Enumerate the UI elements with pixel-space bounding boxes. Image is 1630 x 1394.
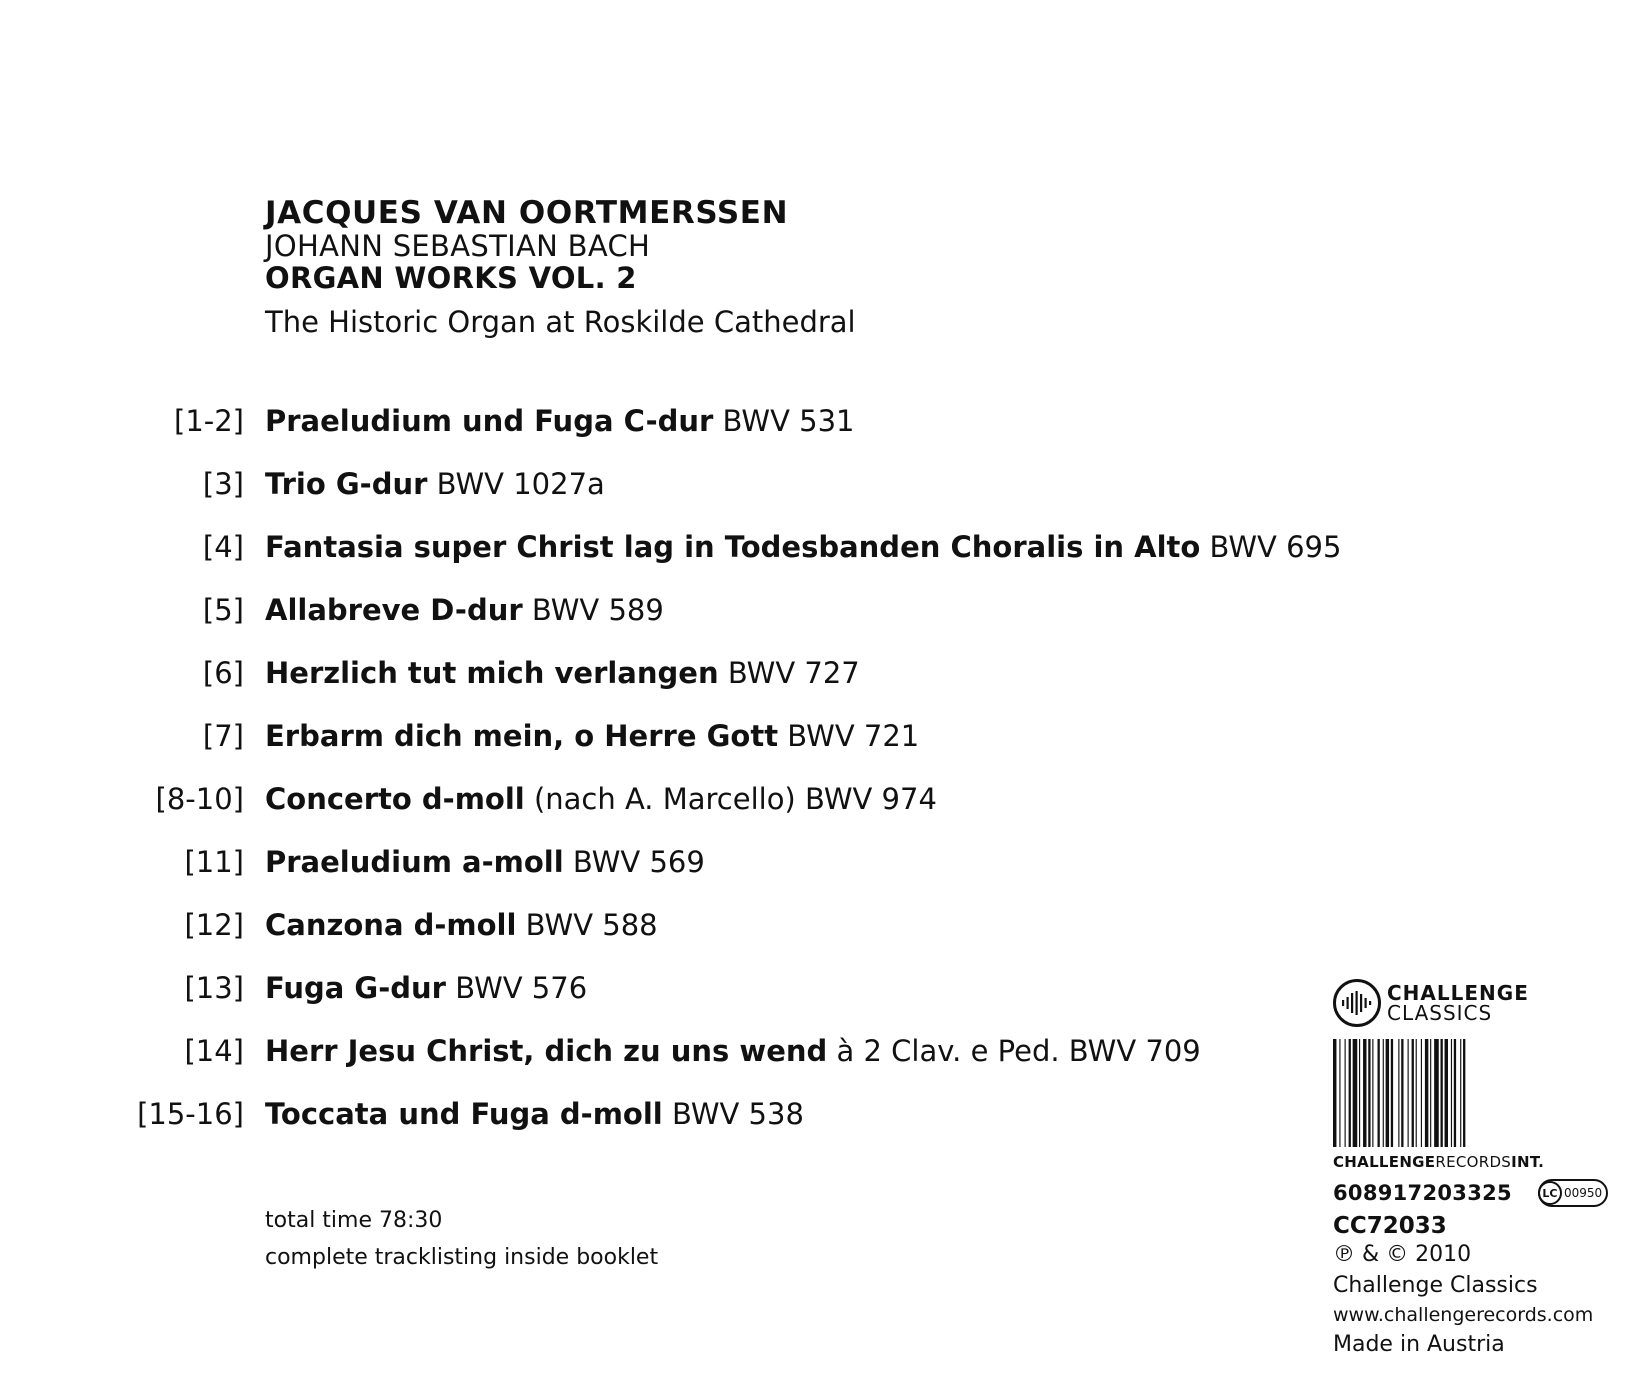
label-name-light: RECORDS xyxy=(1435,1153,1512,1171)
barcode-bar xyxy=(1412,1039,1414,1147)
track-number: [12] xyxy=(184,908,244,942)
track-title: Concerto d-moll xyxy=(265,782,525,816)
track-detail: BWV 721 xyxy=(787,719,920,753)
barcode-bar xyxy=(1454,1039,1456,1147)
copyright-line: ℗ & © 2010 xyxy=(1333,1242,1472,1267)
track-row xyxy=(0,1033,1400,1096)
track-detail: BWV 695 xyxy=(1209,530,1342,564)
track-number: [15-16] xyxy=(137,1097,244,1131)
barcode-bar xyxy=(1368,1039,1370,1147)
track-row xyxy=(0,403,1400,466)
track-detail: BWV 569 xyxy=(572,845,705,879)
barcode-bar xyxy=(1460,1039,1461,1147)
track-number: [4] xyxy=(202,530,244,564)
lc-mark: LC xyxy=(1538,1181,1562,1205)
barcode xyxy=(1333,1039,1588,1147)
barcode-bar xyxy=(1383,1039,1384,1147)
track-detail: à 2 Clav. e Ped. BWV 709 xyxy=(836,1034,1201,1068)
barcode-bar xyxy=(1425,1039,1428,1147)
track-detail: BWV 538 xyxy=(671,1097,804,1131)
barcode-bar xyxy=(1441,1039,1443,1147)
track-detail: BWV 588 xyxy=(525,908,658,942)
barcode-bar xyxy=(1398,1039,1399,1147)
barcode-bar xyxy=(1372,1039,1373,1147)
track-title: Fuga G-dur xyxy=(265,971,446,1005)
track-row xyxy=(0,1096,1400,1159)
logo-line-2: CLASSICS xyxy=(1387,1001,1493,1025)
catalog-number: CC72033 xyxy=(1333,1213,1447,1239)
track-row xyxy=(0,718,1400,781)
footer-notes xyxy=(265,1202,658,1276)
tracklist xyxy=(0,403,1400,1159)
barcode-bar xyxy=(1451,1039,1452,1147)
track-number: [14] xyxy=(184,1034,244,1068)
website-link: www.challengerecords.com xyxy=(1333,1304,1594,1326)
barcode-bar xyxy=(1430,1039,1431,1147)
track-title: Praeludium a-moll xyxy=(265,845,564,879)
track-row xyxy=(0,655,1400,718)
label-code-badge xyxy=(1538,1179,1608,1207)
barcode-bar xyxy=(1445,1039,1448,1147)
barcode-bar xyxy=(1434,1039,1439,1147)
track-detail: (nach A. Marcello) BWV 974 xyxy=(533,782,937,816)
track-title: Herr Jesu Christ, dich zu uns wend xyxy=(265,1034,828,1068)
track-number: [5] xyxy=(202,593,244,627)
barcode-bar xyxy=(1363,1039,1366,1147)
track-title: Fantasia super Christ lag in Todesbanden Choralis in Alto xyxy=(265,530,1201,564)
track-title: Allabreve D-dur xyxy=(265,593,523,627)
track-detail: BWV 576 xyxy=(455,971,588,1005)
track-number: [6] xyxy=(202,656,244,690)
barcode-bar xyxy=(1408,1039,1409,1147)
track-title: Erbarm dich mein, o Herre Gott xyxy=(265,719,779,753)
track-row xyxy=(0,529,1400,592)
track-row xyxy=(0,592,1400,655)
barcode-bar xyxy=(1345,1039,1346,1147)
track-row xyxy=(0,970,1400,1033)
track-row xyxy=(0,466,1400,529)
lc-number: 00950 xyxy=(1563,1186,1603,1200)
barcode-bar xyxy=(1391,1039,1393,1147)
barcode-bar xyxy=(1339,1039,1340,1147)
track-detail: BWV 727 xyxy=(727,656,860,690)
barcode-bar xyxy=(1359,1039,1360,1147)
track-number: [7] xyxy=(202,719,244,753)
album-title: ORGAN WORKS VOL. 2 xyxy=(265,261,637,295)
track-number: [8-10] xyxy=(155,782,244,816)
barcode-bar xyxy=(1353,1039,1358,1147)
label-name-suffix: INT. xyxy=(1511,1153,1545,1171)
track-number: [11] xyxy=(184,845,244,879)
origin-line: Made in Austria xyxy=(1333,1332,1505,1357)
track-title: Trio G-dur xyxy=(265,467,428,501)
ean-number: 608917203325 xyxy=(1333,1181,1512,1205)
label-name-bold: CHALLENGE xyxy=(1333,1153,1436,1171)
barcode-bar xyxy=(1401,1039,1403,1147)
track-detail: BWV 531 xyxy=(722,404,855,438)
venue-subtitle: The Historic Organ at Roskilde Cathedral xyxy=(265,305,856,339)
track-title: Toccata und Fuga d-moll xyxy=(265,1097,663,1131)
track-title: Herzlich tut mich verlangen xyxy=(265,656,719,690)
total-time: total time 78:30 xyxy=(265,1208,443,1233)
track-number: [3] xyxy=(202,467,244,501)
barcode-bar xyxy=(1378,1039,1380,1147)
label-info xyxy=(1333,975,1623,1360)
barcode-bar xyxy=(1421,1039,1422,1147)
track-number: [13] xyxy=(184,971,244,1005)
barcode-bar xyxy=(1349,1039,1351,1147)
barcode-bar xyxy=(1333,1039,1336,1147)
artist-name: JACQUES VAN OORTMERSSEN xyxy=(265,195,789,231)
soundwave-logo-icon xyxy=(1333,979,1381,1027)
logo-line-1: CHALLENGE xyxy=(1387,981,1529,1005)
composer-name: JOHANN SEBASTIAN BACH xyxy=(265,229,651,263)
label-text: Challenge Classics xyxy=(1333,1273,1538,1298)
track-detail: BWV 1027a xyxy=(436,467,605,501)
track-row xyxy=(0,844,1400,907)
track-row xyxy=(0,907,1400,970)
album-header xyxy=(265,196,856,338)
track-title: Canzona d-moll xyxy=(265,908,517,942)
label-name xyxy=(1333,1153,1623,1171)
barcode-bar xyxy=(1463,1039,1465,1147)
barcode-bar xyxy=(1416,1039,1417,1147)
track-row xyxy=(0,781,1400,844)
track-title: Praeludium und Fuga C-dur xyxy=(265,404,714,438)
track-detail: BWV 589 xyxy=(531,593,664,627)
barcode-bar xyxy=(1386,1039,1389,1147)
tracklisting-note: complete tracklisting inside booklet xyxy=(265,1245,659,1270)
track-number: [1-2] xyxy=(174,404,244,438)
challenge-classics-logo xyxy=(1333,975,1623,1031)
